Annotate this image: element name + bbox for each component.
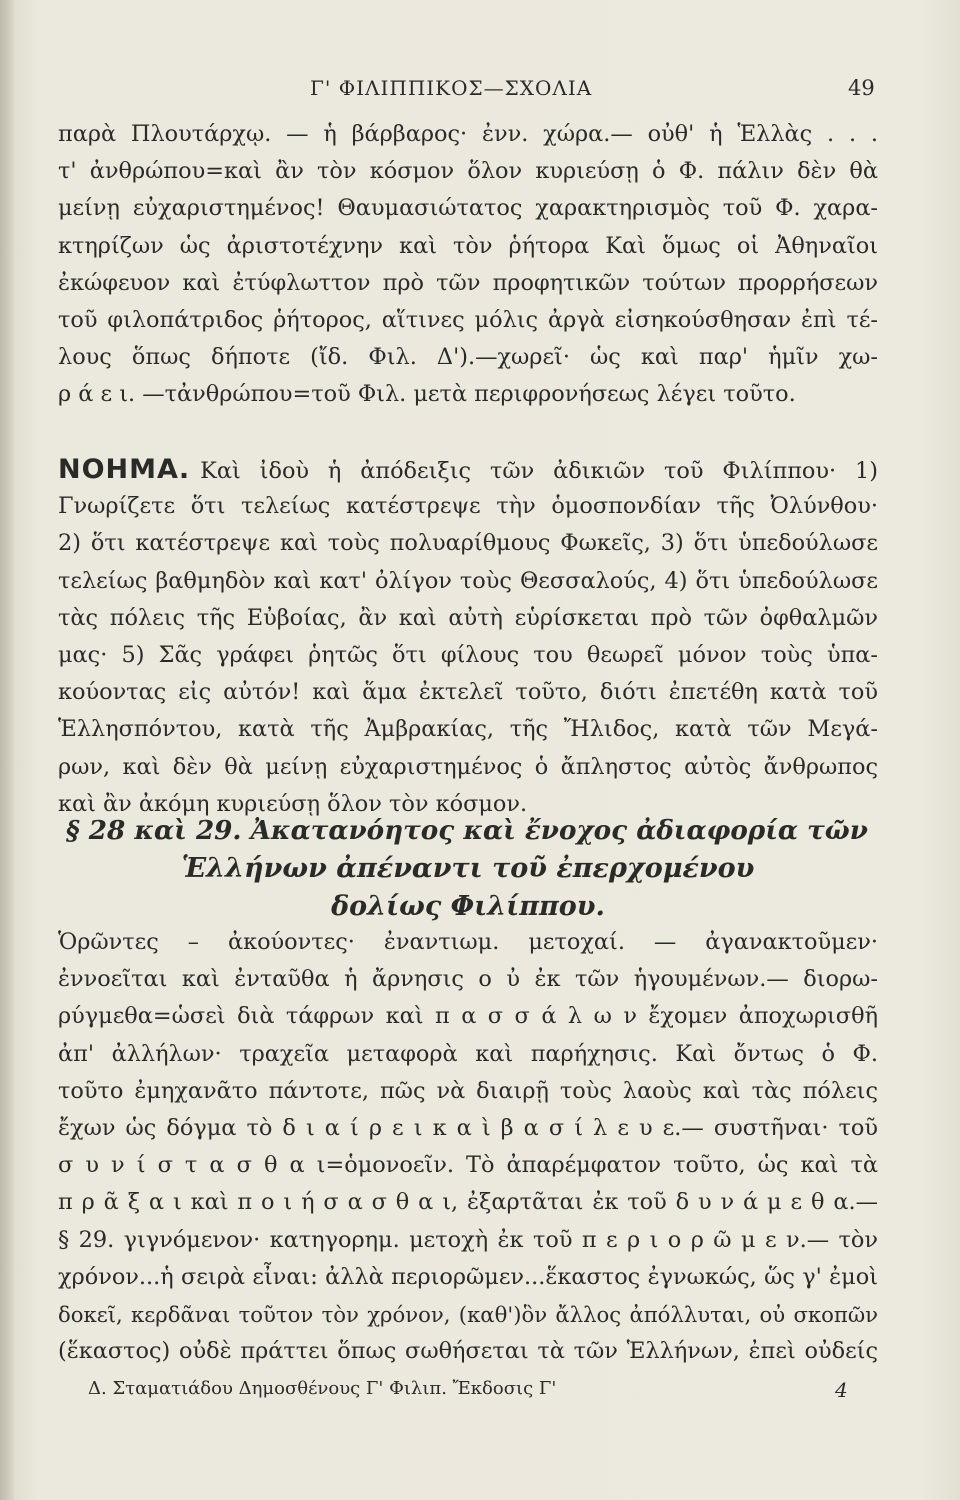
text-line: ἐκώφευον καὶ ἐτύφλωττον πρὸ τῶν προφητικῶν τούτων προρρήσεων xyxy=(58,269,878,296)
text-line: ἀπ' ἀλλήλων· τραχεῖα μεταφορὰ καὶ παρήχησις. Καὶ ὄντως ὁ Φ. xyxy=(58,1040,878,1067)
noima-label: ΝΟΗΜΑ. xyxy=(58,454,191,485)
text-line: Ἑλλησπόντου, κατὰ τῆς Ἀμβρακίας, τῆς Ἤλιδος, κατὰ τῶν Μεγά- xyxy=(58,716,878,743)
running-title: Γ' ΦΙΛΙΠΠΙΚΟΣ—ΣΧΟΛΙΑ xyxy=(310,76,593,100)
text-line: λους ὅπως δήποτε (ἴδ. Φιλ. Δ').—χωρεῖ· ὡς καὶ παρ' ἡμῖν χω- xyxy=(58,344,878,371)
text-line: Ὁρῶντες – ἀκούοντες· ἐναντιωμ. μετοχαί. — ἀγανακτοῦμεν· xyxy=(58,929,878,955)
text-line: τοῦτο ἐμηχανᾶτο πάντοτε, πῶς νὰ διαιρῇ τοὺς λαοὺς καὶ τὰς πόλεις xyxy=(58,1077,878,1104)
section-heading-line: δολίως Φιλίππου. xyxy=(331,891,605,922)
noima-first-line xyxy=(58,451,878,488)
text-line: μείνῃ εὐχαριστημένος! Θαυμασιώτατος χαρακτηρισμὸς τοῦ Φ. χαρα- xyxy=(58,195,878,222)
page-footer xyxy=(0,1378,960,1408)
noima-paragraph xyxy=(58,451,878,823)
page-header xyxy=(0,76,960,112)
text-line: τελείως βαθμηδὸν καὶ κατ' ὀλίγον τοὺς Θεσσαλούς, 4) ὅτι ὑπεδούλωσε xyxy=(58,567,878,594)
section-heading-line: Ἑλλήνων ἀπέναντι τοῦ ἐπερχομένου xyxy=(181,853,755,884)
section-heading xyxy=(58,812,878,926)
text-line: 2) ὅτι κατέστρεψε καὶ τοὺς πολυαρίθμους Φωκεῖς, 3) ὅτι ὑπεδούλωσε xyxy=(58,530,878,557)
text-line: (ἕκαστος) οὐδὲ πράττει ὅπως σωθήσεται τὰ τῶν Ἑλλήνων, ἐπεὶ οὐδείς xyxy=(58,1338,878,1365)
text-line: τὰς πόλεις τῆς Εὐβοίας, ἂν καὶ αὐτὴ εὑρίσκεται πρὸ τῶν ὀφθαλμῶν xyxy=(58,604,878,631)
noima-first-line-text: Καὶ ἰδοὺ ἡ ἀπόδειξις τῶν ἀδικιῶν τοῦ Φιλίππου· 1) xyxy=(200,458,878,484)
text-line: κτηρίζων ὡς ἀριστοτέχνην καὶ τὸν ῥήτορα Καὶ ὅμως οἱ Ἀθηναῖοι xyxy=(58,232,878,259)
text-line: κούοντας εἰς αὐτόν! καὶ ἅμα ἐκτελεῖ τοῦτο, διότι ἐπετέθη κατὰ τοῦ xyxy=(58,679,878,706)
text-line: ρ ά ε ι. —τἀνθρώπου=τοῦ Φιλ. μετὰ περιφρονήσεως λέγει τοῦτο. xyxy=(58,381,796,408)
signature-mark: 4 xyxy=(835,1378,848,1402)
footer-imprint: Δ. Σταματιάδου Δημοσθένους Γ' Φιλιπ. Ἔκδοσις Γ' xyxy=(88,1378,557,1399)
text-line: χρόνον...ἡ σειρὰ εἶναι: ἀλλὰ περιορῶμεν...ἕκαστος ἐγνωκώς, ὥς γ' ἐμοὶ xyxy=(58,1263,878,1290)
text-line: π ρ ᾶ ξ α ι καὶ π ο ι ή σ α σ θ α ι, ἐξαρτᾶται ἐκ τοῦ δ υ ν ά μ ε θ α.— xyxy=(58,1189,878,1216)
text-line: ἔχων ὡς δόγμα τὸ δ ι α ί ρ ε ι κ α ὶ β α σ ί λ ε υ ε.— συστῆναι· τοῦ xyxy=(58,1114,878,1141)
text-line: καὶ ἂν ἀκόμη κυριεύσῃ ὅλον τὸν κόσμον. xyxy=(58,790,528,817)
text-line: ρων, καὶ δὲν θὰ μείνῃ εὐχαριστημένος ὁ ἄπληστος αὐτὸς ἄνθρωπος xyxy=(58,753,878,780)
text-line: μας· 5) Σᾶς γράφει ῥητῶς ὅτι φίλους του θεωρεῖ μόνον τοὺς ὑπα- xyxy=(58,641,878,668)
text-line: τοῦ φιλοπάτριδος ῥήτορος, αἵτινες μόλις ἀργὰ εἰσηκούσθησαν ἐπὶ τέ- xyxy=(58,306,878,333)
text-line: δοκεῖ, κερδᾶναι τοῦτον τὸν χρόνον, (καθ')ὃν ἄλλος ἀπόλλυται, οὐ σκοπῶν xyxy=(58,1301,878,1327)
text-line: σ υ ν ί σ τ α σ θ α ι=ὁμονοεῖν. Τὸ ἀπαρέμφατον τοῦτο, ὡς καὶ τὰ xyxy=(58,1152,878,1179)
page-binding-edge xyxy=(0,0,14,1500)
text-line: παρὰ Πλουτάρχῳ. — ἡ βάρβαρος· ἐνν. χώρα.— οὐθ' ἡ Ἑλλὰς . . . xyxy=(58,121,878,147)
text-line: Γνωρίζετε ὅτι τελείως κατέστρεψε τὴν ὁμοσπονδίαν τῆς Ὀλύνθου· xyxy=(58,493,878,520)
commentary-block-1 xyxy=(58,116,878,414)
text-line: ἐννοεῖται καὶ ἐνταῦθα ἡ ἄρνησις ο ὐ ἐκ τῶν ἡγουμένων.— διορω- xyxy=(58,966,878,993)
section-heading-line: § 28 καὶ 29. Ἀκατανόητος καὶ ἔνοχος ἀδιαφορία τῶν xyxy=(66,815,868,846)
text-line: § 29. γιγνόμενον· κατηγορημ. μετοχὴ ἐκ τοῦ π ε ρ ι ο ρ ῶ μ ε ν.— τὸν xyxy=(58,1226,878,1253)
text-line: τ' ἀνθρώπου=καὶ ἂν τὸν κόσμον ὅλον κυριεύσῃ ὁ Φ. πάλιν δὲν θὰ xyxy=(58,158,878,185)
commentary-block-2 xyxy=(58,924,878,1370)
text-line: ρύγμεθα=ὡσεὶ διὰ τάφρων καὶ π α σ σ ά λ ω ν ἔχομεν ἀποχωρισθῆ xyxy=(58,1003,878,1030)
page-number: 49 xyxy=(848,76,875,100)
